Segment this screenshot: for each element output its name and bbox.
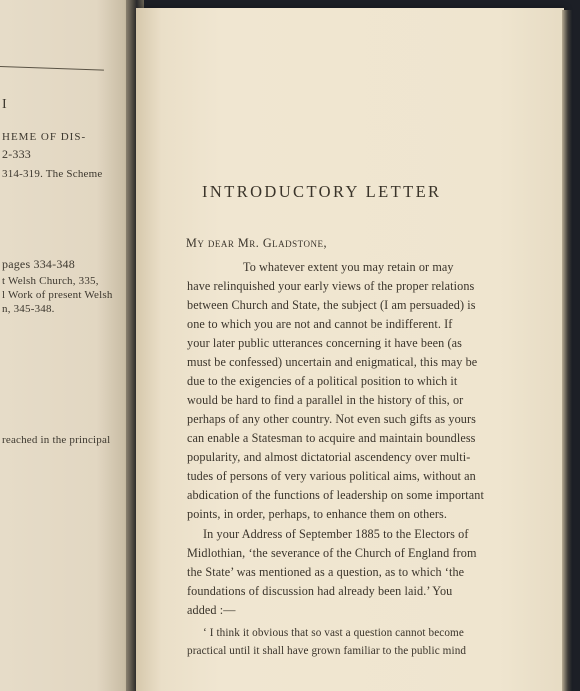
left-page — [0, 0, 138, 691]
body-line: would be hard to find a parallel in the history of this, or — [187, 393, 464, 407]
page-edge — [562, 10, 572, 691]
left-page-line: l Work of present Welsh — [2, 289, 113, 301]
left-page-line: reached in the principal — [2, 434, 111, 446]
body-line: Midlothian, ‘the severance of the Church of England from — [187, 546, 477, 560]
left-page-line: n, 345-348. — [2, 303, 55, 315]
left-page-line: I — [2, 97, 7, 112]
body-line: have relinquished your early views of the proper relations — [187, 279, 475, 293]
body-line: abdication of the functions of leadership on some important — [187, 488, 484, 502]
body-line: tudes of persons of very various political aims, without an — [187, 469, 476, 483]
body-line: In your Address of September 1885 to the Electors of — [203, 527, 469, 541]
left-page-line: 2-333 — [2, 147, 31, 161]
body-line: popularity, and almost dictatorial ascendency over multi- — [187, 450, 471, 464]
body-line: points, in order, perhaps, to enhance them on others. — [187, 507, 448, 521]
left-page-line: t Welsh Church, 335, — [2, 275, 99, 287]
body-line: can enable a Statesman to acquire and maintain boundless — [187, 431, 476, 445]
body-line: foundations of discussion had already been laid.’ You — [187, 584, 453, 598]
left-page-line: HEME OF DIS- — [2, 131, 87, 143]
quote-line: ‘ I think it obvious that so vast a question cannot become — [203, 627, 464, 639]
body-line: your later public utterances concerning it have been (as — [187, 336, 462, 350]
page-title: INTRODUCTORY LETTER — [202, 182, 442, 201]
body-line: the State’ was mentioned as a question, as to which ‘the — [187, 565, 465, 579]
body-line: added :— — [187, 603, 236, 617]
body-line: between Church and State, the subject (I am persuaded) is — [187, 298, 476, 312]
left-page-line: pages 334-348 — [2, 257, 75, 271]
body-line: one to which you are not and cannot be indifferent. If — [187, 317, 453, 331]
salutation: My dear Mr. Gladstone, — [186, 236, 328, 250]
body-line: due to the exigencies of a political position to which it — [187, 374, 458, 388]
body-line: To whatever extent you may retain or may — [243, 260, 454, 274]
body-line: perhaps of any other country. Not even such gifts as yours — [187, 412, 476, 426]
body-line: must be confessed) uncertain and enigmatical, this may be — [187, 355, 478, 369]
quote-line: practical until it shall have grown familiar to the public mind — [187, 645, 467, 657]
left-page-line: 314-319. The Scheme — [2, 168, 103, 180]
left-page-rule — [0, 66, 104, 71]
